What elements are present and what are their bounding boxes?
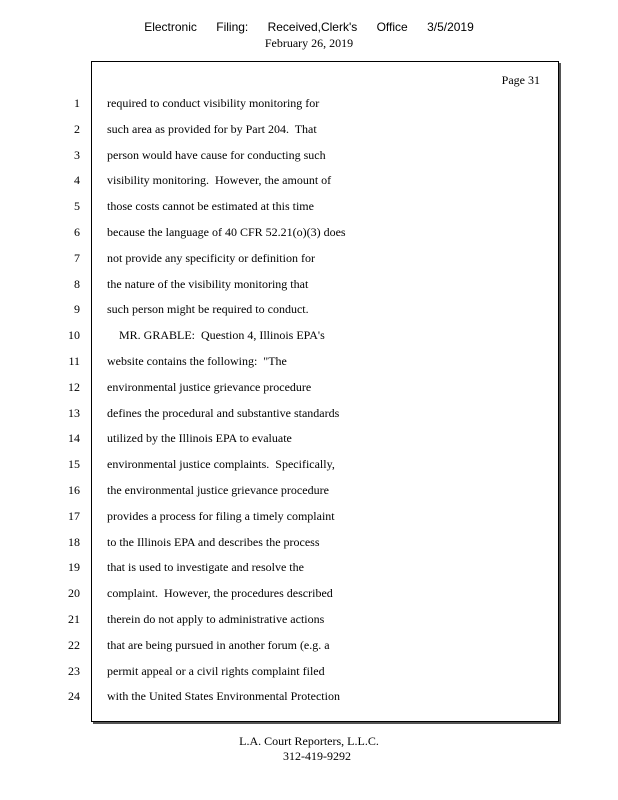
line-text: with the United States Environmental Protection [107, 689, 340, 703]
line-text: not provide any specificity or definition for [107, 251, 315, 265]
stamp-word: Filing: [216, 20, 249, 34]
line-number: 22 [68, 638, 80, 652]
line-text: to the Illinois EPA and describes the process [107, 535, 320, 549]
stamp-word: Received,Clerk's [267, 20, 358, 34]
line-text: visibility monitoring. However, the amount of [107, 173, 332, 187]
line-text: complaint. However, the procedures described [107, 586, 333, 600]
reporter-phone: 312-419-9292 [283, 749, 351, 763]
stamp-word: 3/5/2019 [427, 20, 474, 34]
filing-stamp [0, 20, 618, 34]
line-text: provides a process for filing a timely complaint [107, 509, 335, 523]
line-number: 20 [68, 586, 80, 600]
line-text: that is used to investigate and resolve the [107, 560, 304, 574]
line-text: utilized by the Illinois EPA to evaluate [107, 431, 292, 445]
line-number: 5 [74, 199, 80, 213]
line-text: website contains the following: "The [107, 354, 287, 368]
line-text: the environmental justice grievance procedure [107, 483, 329, 497]
line-number: 17 [68, 509, 80, 523]
line-text: that are being pursued in another forum (e.g. a [107, 638, 330, 652]
stamp-word: Electronic [144, 20, 197, 34]
line-number: 2 [74, 122, 80, 136]
line-text: therein do not apply to administrative actions [107, 612, 325, 626]
line-number: 3 [74, 148, 80, 162]
line-number: 7 [74, 251, 80, 265]
line-number: 10 [68, 328, 80, 342]
line-text: environmental justice complaints. Specifically, [107, 457, 335, 471]
line-number: 16 [68, 483, 80, 497]
line-text: MR. GRABLE: Question 4, Illinois EPA's [107, 328, 325, 342]
transcript-date: February 26, 2019 [264, 36, 354, 50]
line-number: 12 [68, 380, 80, 394]
line-number: 4 [74, 173, 80, 187]
line-text: person would have cause for conducting such [107, 148, 326, 162]
line-text: because the language of 40 CFR 52.21(o)(3) does [107, 225, 346, 239]
line-text: those costs cannot be estimated at this time [107, 199, 314, 213]
line-number: 6 [74, 225, 80, 239]
line-text: environmental justice grievance procedure [107, 380, 312, 394]
line-number: 1 [74, 96, 80, 110]
line-number: 9 [74, 302, 80, 316]
reporter-company: L.A. Court Reporters, L.L.C. [239, 734, 379, 748]
line-number: 24 [68, 689, 80, 703]
line-text: such person might be required to conduct. [107, 302, 309, 316]
line-number: 23 [68, 664, 80, 678]
line-number: 11 [68, 354, 80, 368]
line-number: 19 [68, 560, 80, 574]
line-text: permit appeal or a civil rights complaint filed [107, 664, 325, 678]
line-text: the nature of the visibility monitoring that [107, 277, 309, 291]
line-number: 21 [68, 612, 80, 626]
line-number: 13 [68, 406, 80, 420]
stamp-word: Office [376, 20, 408, 34]
page-number: Page 31 [501, 73, 540, 87]
line-text: such area as provided for by Part 204. That [107, 122, 317, 136]
line-text: defines the procedural and substantive standards [107, 406, 340, 420]
line-number: 15 [68, 457, 80, 471]
line-number: 18 [68, 535, 80, 549]
line-number: 14 [68, 431, 80, 445]
line-text: required to conduct visibility monitoring for [107, 96, 320, 110]
line-number: 8 [74, 277, 80, 291]
